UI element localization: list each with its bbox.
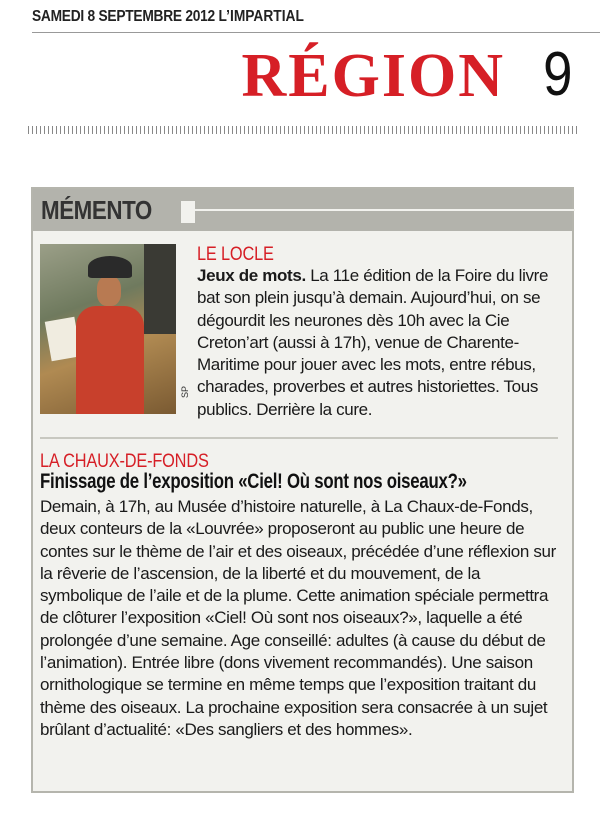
article2-headline: Finissage de l’exposition «Ciel! Où sont nos oiseaux?» [40,470,467,493]
header-stripe [195,209,575,211]
photo-background [144,244,176,334]
photo-performer-body [76,306,144,414]
article2-body: Demain, à 17h, au Musée d’histoire naturelle, à La Chaux-de-Fonds, deux conteurs de la «Louvrée» proposeront au public une heure de contes sur le thème de l’air et des oiseaux, précédée d’une réflexion sur la rêverie de l’ascension, de la liberté et du mouvement, de la symbolique de l’aile et de la plume. Cette animation spéciale permettra de clôturer l’exposition «Ciel! Où sont nos oiseaux?», laquelle a été prolongée d’une semaine. Age conseillé: adultes (à cause du début de l’animation). Entrée libre (dons vivement recommandés). Une saison ornithologique se termine en même temps que l’exposition traitant du thème des oiseaux. La prochaine exposition sera consacrée à un sujet brûlant d’actualité: «Des sangliers et des hommes». [40,497,556,739]
masthead-date-line [32,8,304,26]
memento-title: MÉMENTO [41,195,152,225]
issue-date: SAMEDI 8 SEPTEMBRE 2012 [32,8,215,25]
header-notch [181,201,195,223]
article1-headline: Jeux de mots. [197,266,306,285]
article-photo [40,244,176,414]
memento-header [33,189,572,231]
article1-body: La 11e édition de la Foire du livre bat son plein jusqu’à demain. Aujourd’hui, on se dégourdit les neurones dès 10h avec la Cie Creton’art (aussi à 17h), venue de Charente-Maritime pour jouer avec les mots, entre rébus, charades, proverbes et autres historiettes. Tous publics. Derrière la cure. [197,266,549,419]
photo-performer-face [97,276,121,306]
masthead [32,8,572,32]
photo-credit: SP [180,385,190,398]
article2-location: LA CHAUX-DE-FONDS [40,451,209,472]
masthead-rule [32,32,600,33]
newspaper-name: L’IMPARTIAL [218,8,304,25]
article1-text [197,265,555,421]
section-title: RÉGION [241,42,505,110]
article1-location: LE LOCLE [197,244,274,265]
page-number: 9 [542,40,572,109]
photo-performer-hat [88,256,132,278]
article-divider [40,437,558,439]
decorative-ruler [28,126,578,134]
